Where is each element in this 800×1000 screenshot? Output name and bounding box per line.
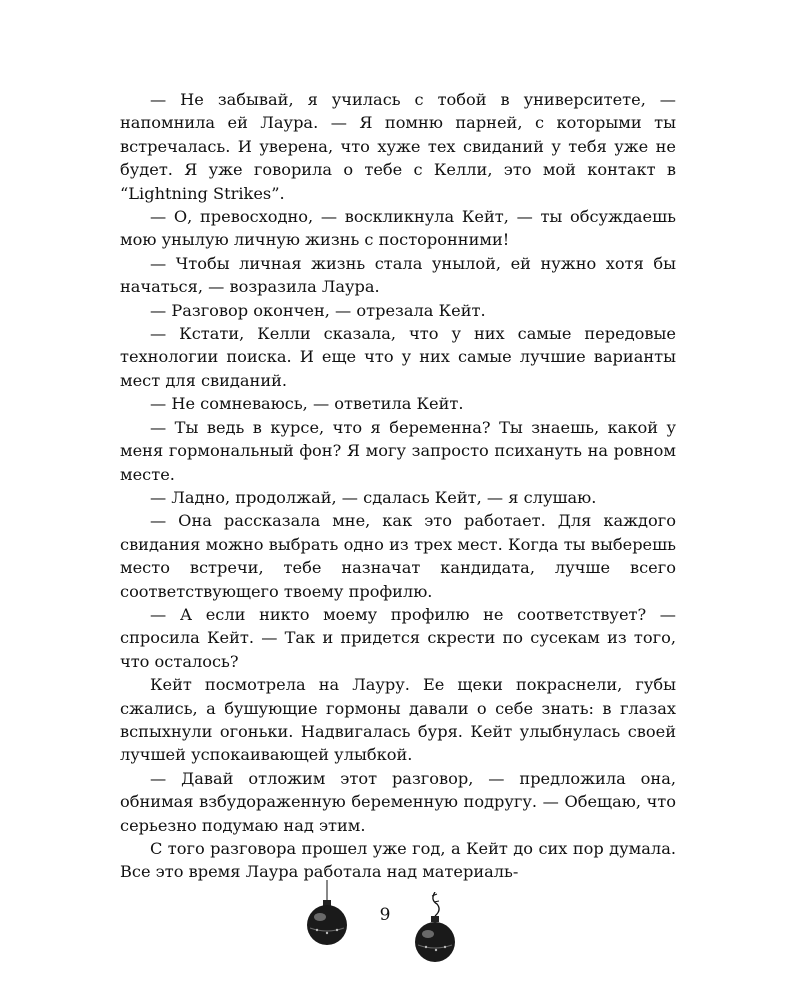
paragraph: — Чтобы личная жизнь стала унылой, ей нужно хотя бы начаться, — возразила Лаура. [120, 253, 676, 297]
paragraph: — Давай отложим этот разговор, — предложила она, обнимая взбудораженную беременную подругу. — Обещаю, что серьезно подумаю над этим. [120, 768, 676, 835]
paragraph: — Ты ведь в курсе, что я беременна? Ты знаешь, какой у меня гормональный фон? Я могу запросто психануть на ровном месте. [120, 417, 676, 484]
christmas-ornament-icon [302, 880, 352, 955]
page-body-text [120, 88, 676, 884]
christmas-ornament-icon [410, 892, 460, 972]
paragraph: — Разговор окончен, — отрезала Кейт. [150, 300, 486, 320]
paragraph: — Ладно, продолжай, — сдалась Кейт, — я слушаю. [150, 487, 597, 507]
paragraph: — Не забывай, я училась с тобой в университете, — напомнила ей Лаура. — Я помню парней, с которыми ты встречалась. И уверена, что хуже тех свиданий у тебя уже не будет. Я уже говорила о тебе с Келли, это мой контакт в “Lightning Strikes”. [120, 90, 676, 203]
paragraph: С того разговора прошел уже год, а Кейт до сих пор думала. Все это время Лаура работала над материаль- [120, 839, 676, 882]
paragraph: — Кстати, Келли сказала, что у них самые передовые технологии поиска. И еще что у них самые лучшие варианты мест для свиданий. [120, 324, 676, 390]
paragraph: Кейт посмотрела на Лауру. Ее щеки покраснели, губы сжались, а бушующие гормоны давали о себе знать: в глазах вспыхнули огоньки. Надвигалась буря. Кейт улыбнулась своей лучшей успокаивающей улыбкой. [120, 675, 676, 765]
page-number: 9 [379, 905, 391, 925]
paragraph: — А если никто моему профилю не соответствует? — спросила Кейт. — Так и придется скрести по сусекам из того, что осталось? [120, 604, 676, 671]
paragraph: — Не сомневаюсь, — ответила Кейт. [150, 394, 464, 414]
paragraph: — О, превосходно, — воскликнула Кейт, — ты обсуждаешь мою унылую личную жизнь с посторонними! [120, 207, 676, 250]
page-footer [0, 870, 800, 1000]
paragraph: — Она рассказала мне, как это работает. Для каждого свидания можно выбрать одно из трех мест. Когда ты выберешь место встречи, тебе назначат кандидата, лучше всего соответствующего твоему профилю. [120, 511, 676, 601]
